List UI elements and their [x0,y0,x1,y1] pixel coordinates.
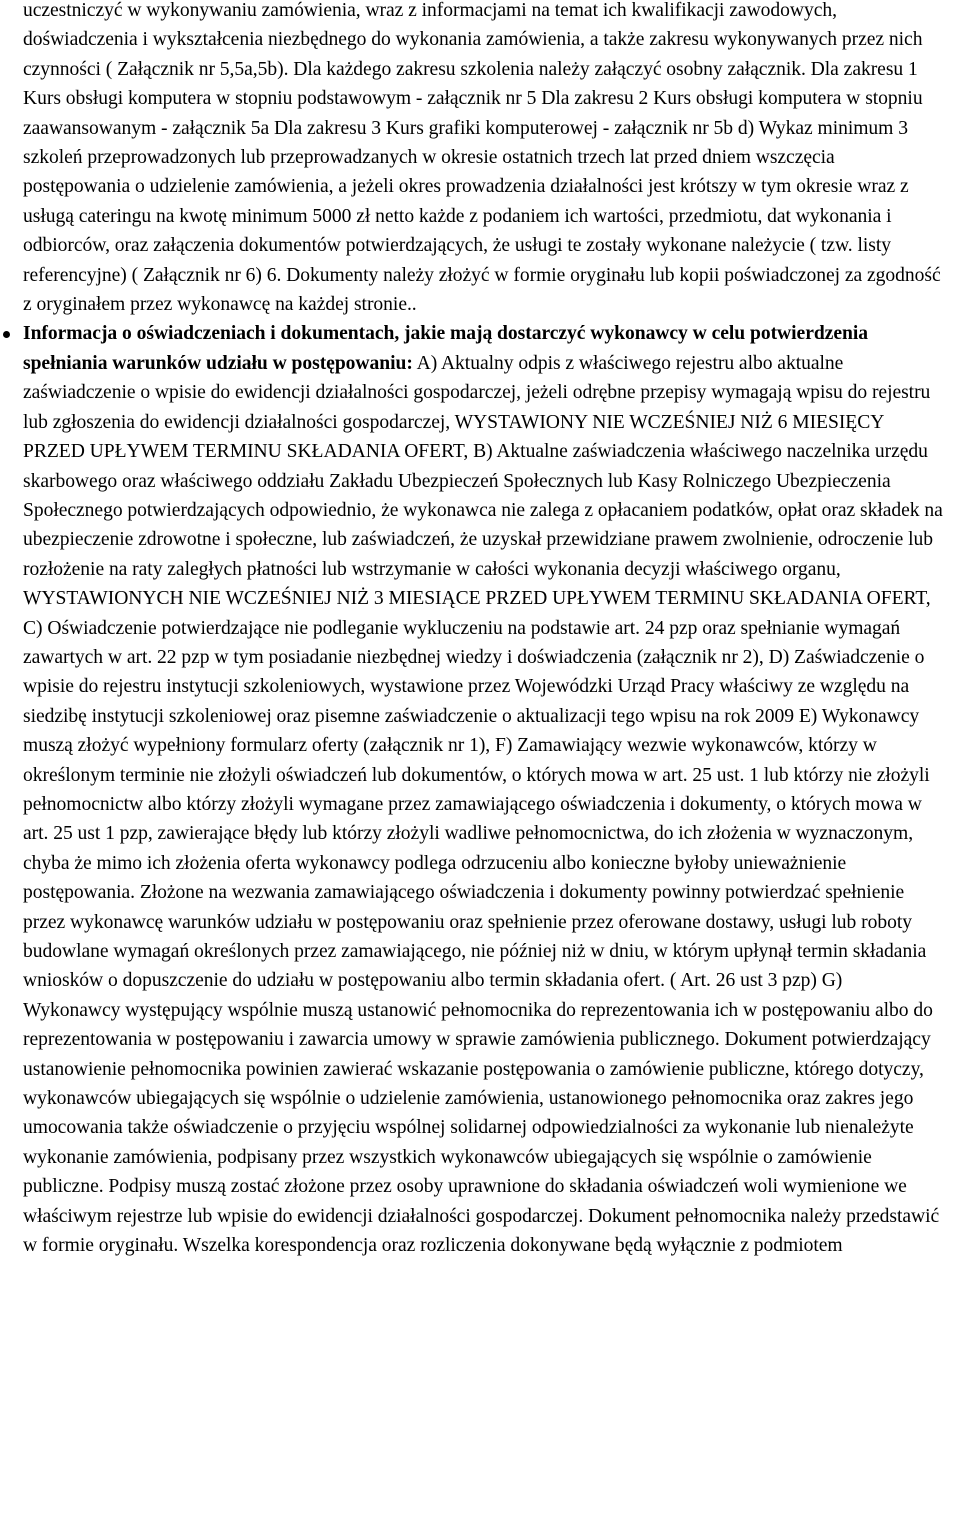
continuation-paragraph: uczestniczyć w wykonywaniu zamówienia, wraz z informacjami na temat ich kwalifikacji zawodowych, doświadczenia i wykształcenia niezbędnego do wykonania zamówienia, a także zakresu wykonywanych przez nich czynności ( Załącznik nr 5,5a,5b). Dla każdego zakresu szkolenia należy załączyć osobny załącznik. Dla zakresu 1 Kurs obsługi komputera w stopniu podstawowym - załącznik nr 5 Dla zakresu 2 Kurs obsługi komputera w stopniu zaawansowanym - załącznik 5a Dla zakresu 3 Kurs grafiki komputerowej - załącznik nr 5b d) Wykaz minimum 3 szkoleń przeprowadzonych lub przeprowadzanych w okresie ostatnich trzech lat przed dniem wszczęcia postępowania o udzielenie zamówienia, a jeżeli okres prowadzenia działalności jest krótszy w tym okresie wraz z usługą cateringu na kwotę minimum 5000 zł netto każde z podaniem ich wartości, przedmiotu, dat wykonania i odbiorców, oraz załączenia dokumentów potwierdzających, że usługi te zostały wykonane należycie ( tzw. listy referencyjne) ( Załącznik nr 6) 6. Dokumenty należy złożyć w formie oryginału lub kopii poświadczonej za zgodność z oryginałem przez wykonawcę na każdej stronie.. [23,0,941,316]
bullet-list [0,319,960,1260]
bullet-icon [3,331,10,338]
list-item [0,319,943,1260]
section-heading: Informacja o oświadczeniach i dokumentach, jakie mają dostarczyć wykonawcy w celu potwierdzenia spełniania warunków udziału w postępowaniu: [23,323,868,374]
section-body: A) Aktualny odpis z właściwego rejestru albo aktualne zaświadczenie o wpisie do ewidencji działalności gospodarczej, jeżeli odrębne przepisy wymagają wpisu do rejestru lub zgłoszenia do ewidencji działalności gospodarczej, WYSTAWIONY NIE WCZEŚNIEJ NIŻ 6 MIESIĘCY PRZED UPŁYWEM TERMINU SKŁADANIA OFERT, B) Aktualne zaświadczenia właściwego naczelnika urzędu skarbowego oraz właściwego oddziału Zakładu Ubezpieczeń Społecznych lub Kasy Rolniczego Ubezpieczenia Społecznego potwierdzających odpowiednio, że wykonawca nie zalega z opłacaniem podatków, opłat oraz składek na ubezpieczenie zdrowotne i społeczne, lub zaświadczeń, że uzyskał przewidziane prawem zwolnienie, odroczenie lub rozłożenie na raty zaległych płatności lub wstrzymanie w całości wykonania decyzji właściwego organu, WYSTAWIONYCH NIE WCZEŚNIEJ NIŻ 3 MIESIĄCE PRZED UPŁYWEM TERMINU SKŁADANIA OFERT, C) Oświadczenie potwierdzające nie podleganie wykluczeniu na podstawie art. 24 pzp oraz spełnianie wymagań zawartych w art. 22 pzp w tym posiadanie niezbędnej wiedzy i doświadczenia (załącznik nr 2), D) Zaświadczenie o wpisie do rejestru instytucji szkoleniowych, wystawione przez Wojewódzki Urząd Pracy właściwy ze względu na siedzibę instytucji szkoleniowej oraz pisemne zaświadczenie o aktualizacji tego wpisu na rok 2009 E) Wykonawcy muszą złożyć wypełniony formularz oferty (załącznik nr 1), F) Zamawiający wezwie wykonawców, którzy w określonym terminie nie złożyli oświadczeń lub dokumentów, o których mowa w art. 25 ust. 1 lub którzy nie złożyli pełnomocnictw albo którzy złożyli wymagane przez zamawiającego oświadczenia i dokumenty, o których mowa w art. 25 ust 1 pzp, zawierające błędy lub którzy złożyli wadliwe pełnomocnictwa, do ich złożenia w wyznaczonym, chyba że mimo ich złożenia oferta wykonawcy podlega odrzuceniu albo konieczne byłoby unieważnienie postępowania. Złożone na wezwania zamawiającego oświadczenia i dokumenty powinny potwierdzać spełnienie przez wykonawcę warunków udziału w postępowaniu oraz spełnienie przez oferowane dostawy, usługi lub roboty budowlane wymagań określonych przez zamawiającego, nie później niż w dniu, w którym upłynął termin składania wniosków o dopuszczenie do udziału w postępowaniu albo termin składania ofert. ( Art. 26 ust 3 pzp) G) Wykonawcy występujący wspólnie muszą ustanowić pełnomocnika do reprezentowania ich w postępowaniu albo do reprezentowania w postępowaniu i zawarcia umowy w sprawie zamówienia publicznego. Dokument potwierdzający ustanowienie pełnomocnika powinien zawierać wskazanie postępowania o zamówienie publiczne, którego dotyczy, wykonawców ubiegających się wspólnie o udzielenie zamówienia, ustanowionego pełnomocnika oraz zakres jego umocowania także oświadczenie o przyjęciu wspólnej solidarnej odpowiedzialności za wykonanie lub nienależyte wykonanie zamówienia, podpisany przez wszystkich wykonawców ubiegających się wspólnie o zamówienie publiczne. Podpisy muszą zostać złożone przez osoby uprawnione do składania oświadczeń woli wymienione we właściwym rejestrze lub wpisie do ewidencji działalności gospodarczej. Dokument pełnomocnika należy przedstawić w formie oryginału. Wszelka korespondencja oraz rozliczenia dokonywane będą wyłącznie z podmiotem [23,352,943,1257]
